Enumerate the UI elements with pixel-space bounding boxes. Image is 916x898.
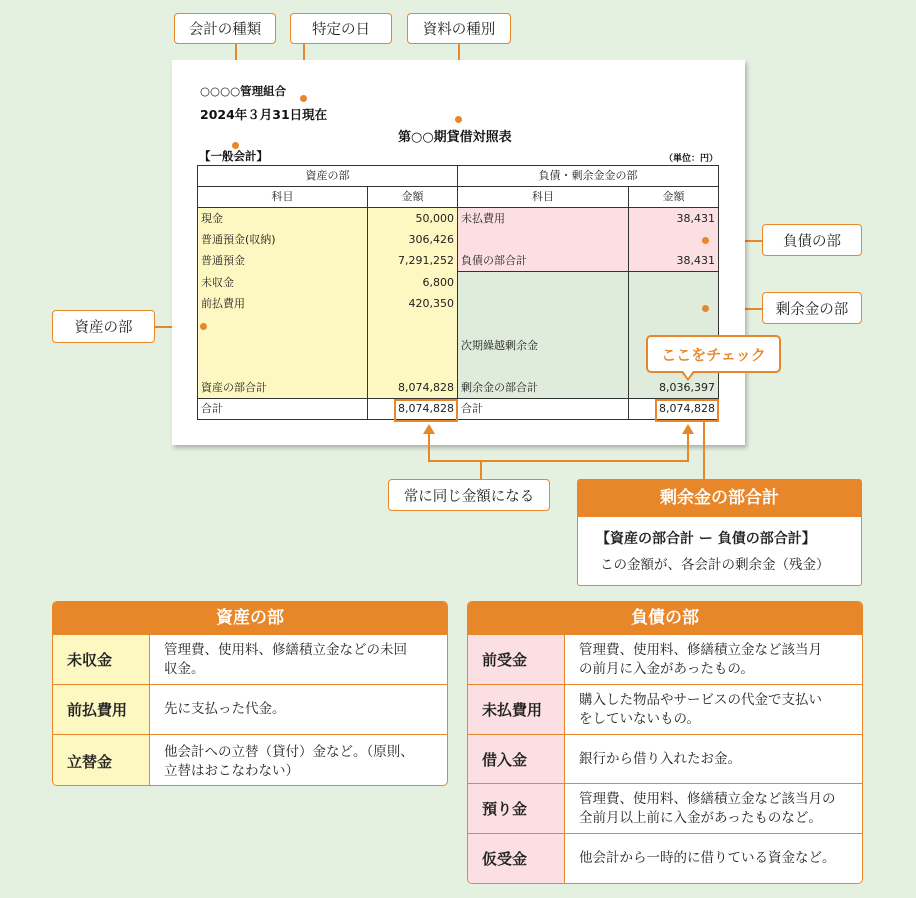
surplus-subtotal-item: 剰余金の部合計: [458, 377, 629, 399]
surplus-subtotal-box: [577, 479, 862, 586]
liab-item-empty: [458, 229, 629, 250]
dot-liab: [702, 237, 709, 244]
total-amount-left: 8,074,828: [368, 399, 458, 420]
total-item-right: 合計: [458, 399, 629, 420]
liab-subtotal-amount: 38,431: [629, 250, 719, 272]
arrow-line-left: [428, 432, 430, 461]
asset-item: 現金: [198, 208, 368, 230]
list-item: [468, 634, 862, 684]
arrow-line-right: [687, 432, 689, 461]
liabilities-panel: [467, 601, 863, 884]
callout-assets: 資産の部: [52, 310, 155, 343]
callout-kaikei-type: 会計の種類: [174, 13, 276, 44]
asset-item: 普通預金(収納): [198, 229, 368, 250]
surplus-box-note: この金額が、各会計の剰余金（残金）: [600, 557, 830, 573]
asset-item: 未収金: [198, 272, 368, 294]
arrow-line-h: [428, 460, 689, 462]
desc-line: 管理費、使用料、修繕積立金など該当月: [579, 641, 822, 658]
asset-item: 普通預金: [198, 250, 368, 272]
col-amount-right: 金額: [629, 187, 719, 208]
desc-line: 他会計から一時的に借りている資金など。: [579, 850, 836, 866]
list-item: [468, 734, 862, 783]
surplus-empty: [458, 314, 629, 335]
surplus-empty: [629, 314, 719, 335]
table-row: [198, 250, 719, 272]
arrow-up-right-icon: [682, 424, 694, 434]
highlight-total-right: [655, 399, 719, 422]
association-name: ○○○○管理組合: [200, 84, 287, 98]
desc-line: の前月に入金があったもの。: [579, 660, 754, 677]
dot-assets: [200, 323, 207, 330]
callout-specific-date: 特定の日: [290, 13, 392, 44]
arrow-up-left-icon: [423, 424, 435, 434]
table-row: [198, 314, 719, 335]
liab-subtotal-item: 負債の部合計: [458, 250, 629, 272]
asset-item: 前払費用: [198, 293, 368, 314]
connector-surplus-box: [703, 422, 705, 479]
account-label: 【一般会計】: [199, 149, 268, 163]
header-row-sections: [198, 166, 719, 187]
surplus-carryover-item: 次期繰越剰余金: [458, 335, 629, 356]
surplus-empty: [458, 293, 629, 314]
table-row: [198, 293, 719, 314]
desc-line: 他会計への立替（貸付）金など。（原則、: [164, 743, 414, 760]
header-assets: 資産の部: [198, 166, 458, 187]
document-title: 第○○期貸借対照表: [398, 130, 512, 145]
desc-line: 立替はおこなわない）: [164, 762, 299, 779]
unit-label: （単位：円）: [664, 154, 719, 164]
liab-amount: 38,431: [629, 208, 719, 230]
total-item-left: 合計: [198, 399, 368, 420]
callout-liabilities: 負債の部: [762, 224, 862, 256]
liab-desc: [565, 735, 862, 783]
asset-amount: 306,426: [368, 229, 458, 250]
assets-term: 立替金: [53, 735, 150, 786]
liab-desc: [565, 685, 862, 734]
header-row-columns: [198, 187, 719, 208]
desc-line: 管理費、使用料、修繕積立金など該当月の: [579, 790, 836, 807]
desc-line: 収金。: [164, 660, 205, 677]
surplus-empty: [458, 356, 629, 377]
desc-line: 銀行から借り入れたお金。: [579, 750, 741, 767]
dot-date: [300, 95, 307, 102]
asset-subtotal-amount: 8,074,828: [368, 377, 458, 399]
col-item-left: 科目: [198, 187, 368, 208]
liab-panel-title: 負債の部: [468, 602, 862, 634]
arrow-line-down: [480, 460, 482, 479]
check-here-pointer-inner: [683, 371, 693, 378]
assets-term: 未収金: [53, 635, 150, 684]
col-item-right: 科目: [458, 187, 629, 208]
list-item: [468, 783, 862, 833]
as-of-date: 2024年３月31日現在: [200, 107, 328, 122]
table-row: [198, 377, 719, 399]
callout-surplus: 剰余金の部: [762, 292, 862, 324]
col-amount-left: 金額: [368, 187, 458, 208]
surplus-box-title: 剰余金の部合計: [578, 480, 861, 517]
callout-same-amount: 常に同じ金額になる: [388, 479, 550, 511]
desc-line: 購入した物品やサービスの代金で支払い: [579, 691, 822, 708]
surplus-box-formula: 【資産の部合計 ー 負債の部合計】: [596, 531, 816, 547]
asset-empty: [198, 356, 368, 377]
header-liab: 負債・剰余金金の部: [458, 166, 719, 187]
desc-line: 管理費、使用料、修繕積立金などの未回: [164, 641, 407, 658]
asset-empty: [198, 314, 368, 335]
dot-kaikei: [232, 142, 239, 149]
assets-panel: [52, 601, 448, 786]
liab-term: 仮受金: [468, 834, 565, 883]
asset-amount: 6,800: [368, 272, 458, 294]
highlight-total-left: [394, 399, 458, 422]
assets-desc: [150, 735, 447, 786]
callout-document-type: 資料の種別: [407, 13, 511, 44]
liab-desc: [565, 834, 862, 883]
asset-empty: [368, 335, 458, 356]
asset-amount: 50,000: [368, 208, 458, 230]
table-row: [198, 272, 719, 294]
liab-term: 前受金: [468, 635, 565, 684]
asset-amount: 420,350: [368, 293, 458, 314]
asset-subtotal-item: 資産の部合計: [198, 377, 368, 399]
assets-term: 前払費用: [53, 685, 150, 734]
liab-item: 未払費用: [458, 208, 629, 230]
surplus-subtotal-amount: 8,036,397: [629, 377, 719, 399]
list-item: [468, 833, 862, 883]
table-row: [198, 208, 719, 230]
surplus-empty: [629, 272, 719, 294]
table-row: [198, 229, 719, 250]
desc-line: をしていないもの。: [579, 710, 700, 727]
asset-amount: 7,291,252: [368, 250, 458, 272]
list-item: [53, 734, 447, 786]
liab-term: 未払費用: [468, 685, 565, 734]
asset-empty: [198, 335, 368, 356]
check-here-badge: ここをチェック: [646, 335, 781, 373]
total-amount-right: 8,074,828: [629, 399, 719, 420]
asset-empty: [368, 314, 458, 335]
assets-desc: [150, 635, 447, 684]
assets-desc: [150, 685, 447, 734]
table-row: [198, 356, 719, 377]
list-item: [53, 634, 447, 684]
balance-sheet-table: [197, 165, 719, 420]
dot-surplus: [702, 305, 709, 312]
desc-line: 先に支払った代金。: [164, 701, 286, 717]
table-row: [198, 335, 719, 356]
liab-term: 借入金: [468, 735, 565, 783]
asset-empty: [368, 356, 458, 377]
desc-line: 全前月以上前に入金があったものなど。: [579, 809, 822, 826]
surplus-empty: [458, 272, 629, 294]
dot-doctype: [455, 116, 462, 123]
liab-term: 預り金: [468, 784, 565, 833]
liab-desc: [565, 784, 862, 833]
assets-panel-title: 資産の部: [53, 602, 447, 634]
liab-desc: [565, 635, 862, 684]
total-row: [198, 399, 719, 420]
list-item: [468, 684, 862, 734]
list-item: [53, 684, 447, 734]
